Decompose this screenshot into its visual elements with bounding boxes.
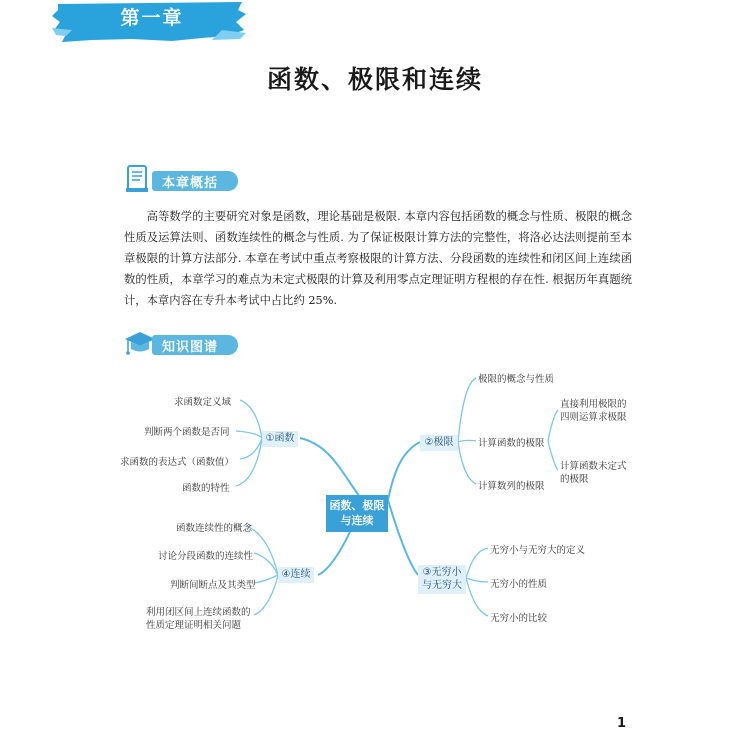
leaf-infinitesimal-1: 无穷小与无穷大的定义 [490,545,586,556]
page-number: 1 [617,716,627,731]
knowledge-map-heading-label: 知识图谱 [162,340,219,355]
leaf-limit-sub-2: 计算函数未定式的极限 [560,461,627,485]
leaf-limit-2: 计算函数的极限 [478,438,545,449]
leaf-limit-1: 极限的概念与性质 [478,374,555,385]
leaf-limit-3: 计算数列的极限 [478,481,545,492]
branch-limit: ②极限 [420,435,458,451]
leaf-continuity-3: 判断间断点及其类型 [170,580,256,591]
leaf-function-1: 求函数定义域 [174,397,232,408]
branch-continuity: ④连续 [278,567,314,583]
leaf-function-4: 函数的特性 [182,483,230,494]
branch-function: ①函数 [262,431,298,447]
chapter-banner [52,0,248,42]
leaf-continuity-2: 讨论分段函数的连续性 [158,551,254,562]
overview-heading [124,164,254,192]
book-icon [124,164,154,194]
leaf-continuity-1: 函数连续性的概念 [176,523,253,534]
mind-map-center: 函数、极限与连续 [326,495,388,532]
leaf-infinitesimal-3: 无穷小的比较 [490,613,548,624]
leaf-continuity-4: 利用闭区间上连续函数的性质定理证明相关问题 [146,607,251,631]
branch-infinitesimal: ③无穷小与无穷大 [418,565,466,594]
leaf-function-3: 求函数的表达式（函数值） [120,457,235,468]
leaf-function-2: 判断两个函数是否同 [144,427,230,438]
mind-map [0,360,750,640]
knowledge-map-heading [124,328,254,356]
overview-heading-label: 本章概括 [162,176,219,191]
leaf-infinitesimal-2: 无穷小的性质 [490,579,548,590]
chapter-title: 函数、极限和连续 [266,65,483,94]
leaf-limit-sub-1: 直接利用极限的四则运算求极限 [560,399,627,423]
chapter-label: 第一章 [120,7,184,29]
overview-text: 高等数学的主要研究对象是函数，理论基础是极限. 本章内容包括函数的概念与性质、极限的概念性质及运算法则、函数连续性的概念与性质. 为了保证极限计算方法的完整性，将洛必达法则提前至本章极限的计算方法部分. 本章在考试中重点考察极限的计算方法、分段函数的连续性和闭区间上连续函数的性质，本章学习的难点为未定式极限的计算及利用零点定理证明方程根的存在性. 根据历年真题统计，本章内容在专升本考试中占比约 25%. [124,210,632,307]
